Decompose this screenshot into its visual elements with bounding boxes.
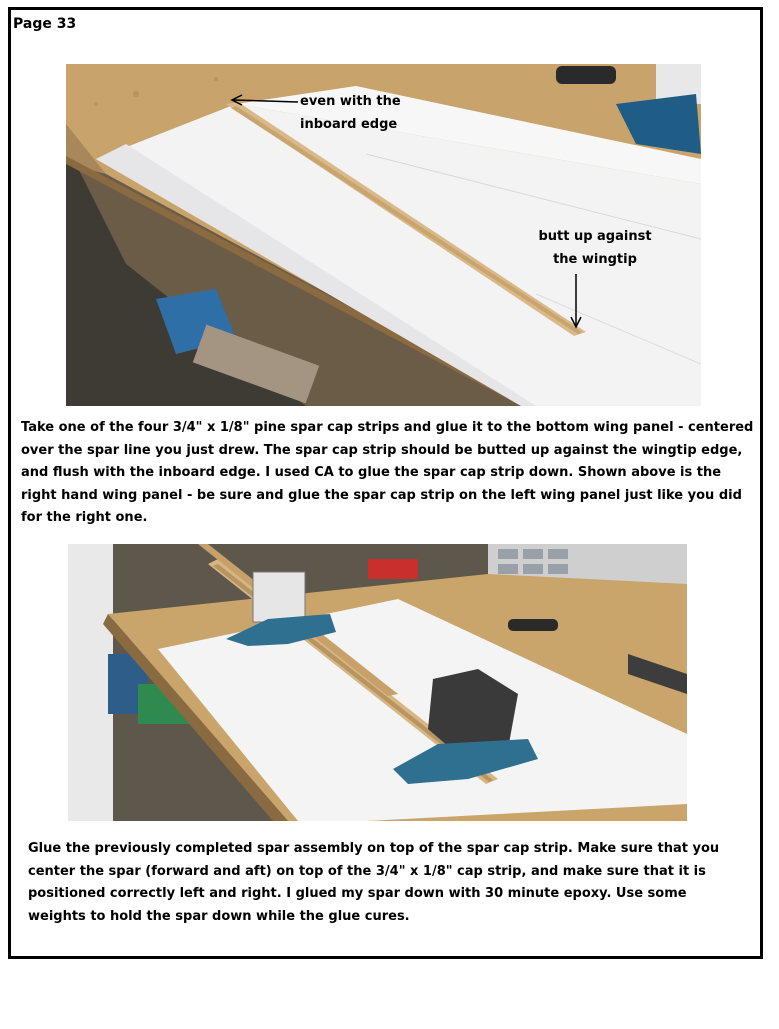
inboard-callout-line2: inboard edge (300, 117, 398, 132)
wingtip-callout-line2: the wingtip (553, 252, 637, 267)
page-number: Page 33 (13, 16, 77, 32)
spar-assembly-photo-image (68, 544, 687, 821)
spar-cap-instructions: Take one of the four 3/4" x 1/8" pine spar cap strips and glue it to the bottom wing panel - centered over the spar line you just drew. The spar cap strip should be butted up against the wingtip edge, and flush with the inboard edge. I used CA to glue the spar cap strip down. Shown above is the right hand wing panel - be sure and glue the spar cap strip on the left wing panel just like you did for the right one. (21, 420, 754, 525)
inboard-callout-line1: even with the (300, 94, 401, 109)
wingtip-callout (525, 225, 665, 271)
inboard-edge-callout (300, 90, 430, 136)
spar-assembly-photo (68, 544, 687, 821)
spar-assembly-instructions: Glue the previously completed spar assembly on top of the spar cap strip. Make sure that you center the spar (forward and aft) on top of the 3/4" x 1/8" cap strip, and make sure that it is positioned correctly left and right. I glued my spar down with 30 minute epoxy. Use some weights to hold the spar down while the glue cures. (28, 841, 720, 924)
wingtip-callout-line1: butt up against (538, 229, 652, 244)
